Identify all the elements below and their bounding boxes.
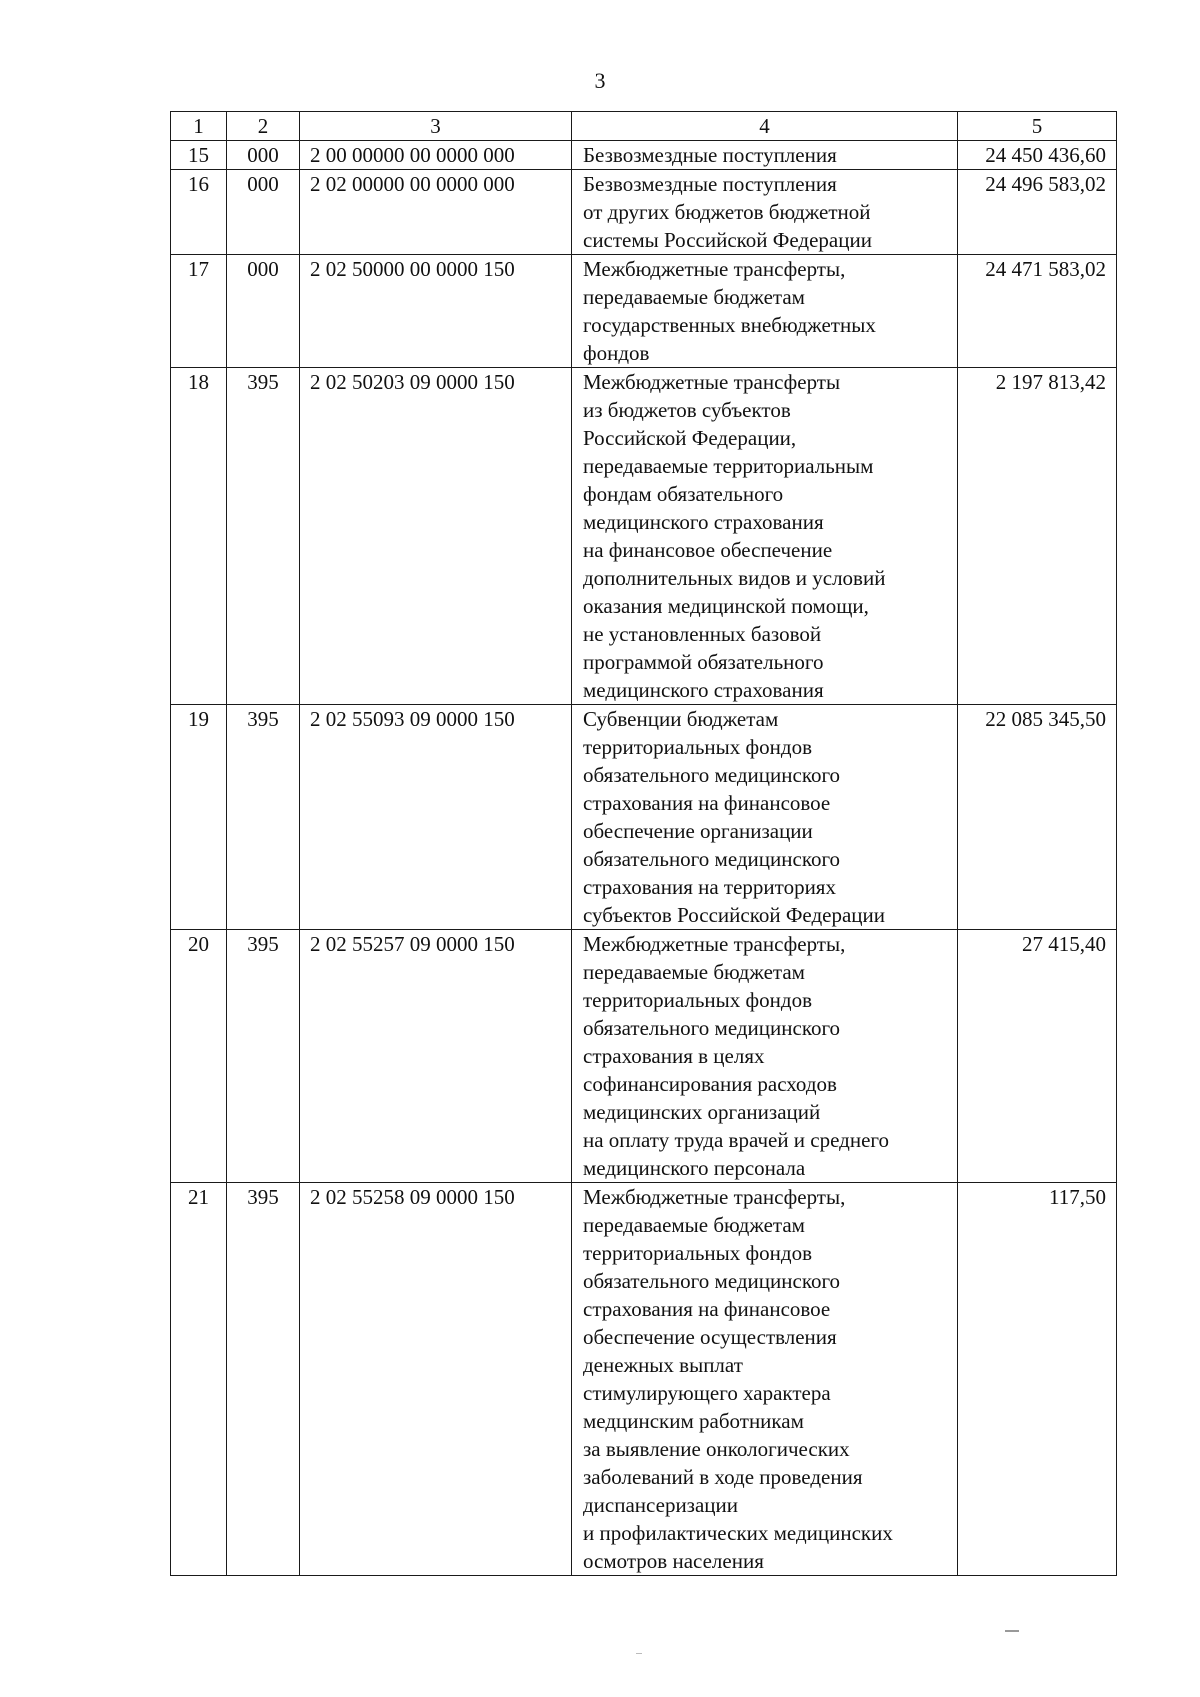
description-line: системы Российской Федерации — [583, 228, 872, 252]
budget-class-code-cell: 2 00 00000 00 0000 000 — [300, 141, 572, 170]
description-line: медицинских организаций — [583, 1100, 821, 1124]
description-cell — [572, 255, 958, 368]
description-line: дополнительных видов и условий — [583, 566, 886, 590]
table-row — [171, 368, 1117, 705]
description-line: оказания медицинской помощи, — [583, 594, 869, 618]
table-row — [171, 170, 1117, 255]
scan-mark — [636, 1653, 642, 1654]
description-line: фондам обязательного — [583, 482, 784, 506]
scan-mark — [1005, 1630, 1019, 1632]
description-cell — [572, 930, 958, 1183]
description-line: за выявление онкологических — [583, 1437, 850, 1461]
admin-code-cell: 395 — [227, 1183, 300, 1576]
admin-code-cell: 395 — [227, 705, 300, 930]
description-line: обязательного медицинского — [583, 1016, 841, 1040]
amount-cell: 24 471 583,02 — [958, 255, 1117, 368]
admin-code-cell: 395 — [227, 930, 300, 1183]
description-line: софинансирования расходов — [583, 1072, 837, 1096]
table-body — [171, 141, 1117, 1576]
row-number-cell: 21 — [171, 1183, 227, 1576]
row-number-cell: 17 — [171, 255, 227, 368]
description-line: медцинским работникам — [583, 1409, 804, 1433]
description-line: страхования на территориях — [583, 875, 836, 899]
description-line: обязательного медицинского — [583, 763, 841, 787]
description-line: передаваемые бюджетам — [583, 285, 805, 309]
description-line: государственных внебюджетных — [583, 313, 876, 337]
description-line: фондов — [583, 341, 650, 365]
description-line: денежных выплат — [583, 1353, 743, 1377]
budget-class-code-cell: 2 02 55257 09 0000 150 — [300, 930, 572, 1183]
description-line: программой обязательного — [583, 650, 824, 674]
col-header-1: 1 — [171, 112, 227, 141]
table-row — [171, 255, 1117, 368]
description-line: медицинского персонала — [583, 1156, 806, 1180]
budget-class-code-cell: 2 02 50000 00 0000 150 — [300, 255, 572, 368]
description-line: страхования в целях — [583, 1044, 765, 1068]
table-row — [171, 705, 1117, 930]
description-line: территориальных фондов — [583, 988, 812, 1012]
amount-cell: 2 197 813,42 — [958, 368, 1117, 705]
description-line: из бюджетов субъектов — [583, 398, 791, 422]
description-line: диспансеризации — [583, 1493, 739, 1517]
table-row — [171, 141, 1117, 170]
amount-cell: 27 415,40 — [958, 930, 1117, 1183]
description-line: стимулирующего характера — [583, 1381, 831, 1405]
column-number-row — [171, 112, 1117, 141]
row-number-cell: 16 — [171, 170, 227, 255]
description-line: медицинского страхования — [583, 678, 824, 702]
description-cell — [572, 705, 958, 930]
description-line: осмотров населения — [583, 1549, 764, 1573]
col-header-4: 4 — [572, 112, 958, 141]
description-line: Субвенции бюджетам — [583, 707, 779, 731]
description-cell — [572, 141, 958, 170]
description-line: Российской Федерации, — [583, 426, 797, 450]
budget-class-code-cell: 2 02 55258 09 0000 150 — [300, 1183, 572, 1576]
description-cell — [572, 368, 958, 705]
description-line: Межбюджетные трансферты, — [583, 932, 846, 956]
budget-class-code-cell: 2 02 50203 09 0000 150 — [300, 368, 572, 705]
revenue-table — [170, 111, 1117, 1576]
description-line: Безвозмездные поступления — [583, 143, 837, 167]
description-line: обеспечение осуществления — [583, 1325, 837, 1349]
row-number-cell: 20 — [171, 930, 227, 1183]
description-line: страхования на финансовое — [583, 791, 831, 815]
table-row — [171, 1183, 1117, 1576]
admin-code-cell: 000 — [227, 170, 300, 255]
col-header-2: 2 — [227, 112, 300, 141]
description-line: передаваемые территориальным — [583, 454, 874, 478]
description-line: заболеваний в ходе проведения — [583, 1465, 863, 1489]
page-number: 3 — [594, 68, 606, 93]
description-line: страхования на финансовое — [583, 1297, 831, 1321]
description-line: медицинского страхования — [583, 510, 824, 534]
table-row — [171, 930, 1117, 1183]
description-line: на оплату труда врачей и среднего — [583, 1128, 889, 1152]
description-line: обязательного медицинского — [583, 847, 841, 871]
admin-code-cell: 000 — [227, 141, 300, 170]
description-line: от других бюджетов бюджетной — [583, 200, 871, 224]
amount-cell: 24 496 583,02 — [958, 170, 1117, 255]
description-line: обеспечение организации — [583, 819, 813, 843]
admin-code-cell: 395 — [227, 368, 300, 705]
budget-class-code-cell: 2 02 00000 00 0000 000 — [300, 170, 572, 255]
description-line: субъектов Российской Федерации — [583, 903, 886, 927]
col-header-3: 3 — [300, 112, 572, 141]
description-line: территориальных фондов — [583, 735, 812, 759]
description-line: обязательного медицинского — [583, 1269, 841, 1293]
description-line: передаваемые бюджетам — [583, 960, 805, 984]
description-line: Межбюджетные трансферты, — [583, 257, 846, 281]
description-line: Межбюджетные трансферты — [583, 370, 841, 394]
description-line: на финансовое обеспечение — [583, 538, 833, 562]
description-cell — [572, 170, 958, 255]
row-number-cell: 19 — [171, 705, 227, 930]
description-cell — [572, 1183, 958, 1576]
col-header-5: 5 — [958, 112, 1117, 141]
description-line: не установленных базовой — [583, 622, 822, 646]
amount-cell: 117,50 — [958, 1183, 1117, 1576]
admin-code-cell: 000 — [227, 255, 300, 368]
row-number-cell: 15 — [171, 141, 227, 170]
description-line: передаваемые бюджетам — [583, 1213, 805, 1237]
row-number-cell: 18 — [171, 368, 227, 705]
description-line: территориальных фондов — [583, 1241, 812, 1265]
budget-class-code-cell: 2 02 55093 09 0000 150 — [300, 705, 572, 930]
amount-cell: 22 085 345,50 — [958, 705, 1117, 930]
description-line: Безвозмездные поступления — [583, 172, 837, 196]
description-line: и профилактических медицинских — [583, 1521, 893, 1545]
description-line: Межбюджетные трансферты, — [583, 1185, 846, 1209]
amount-cell: 24 450 436,60 — [958, 141, 1117, 170]
